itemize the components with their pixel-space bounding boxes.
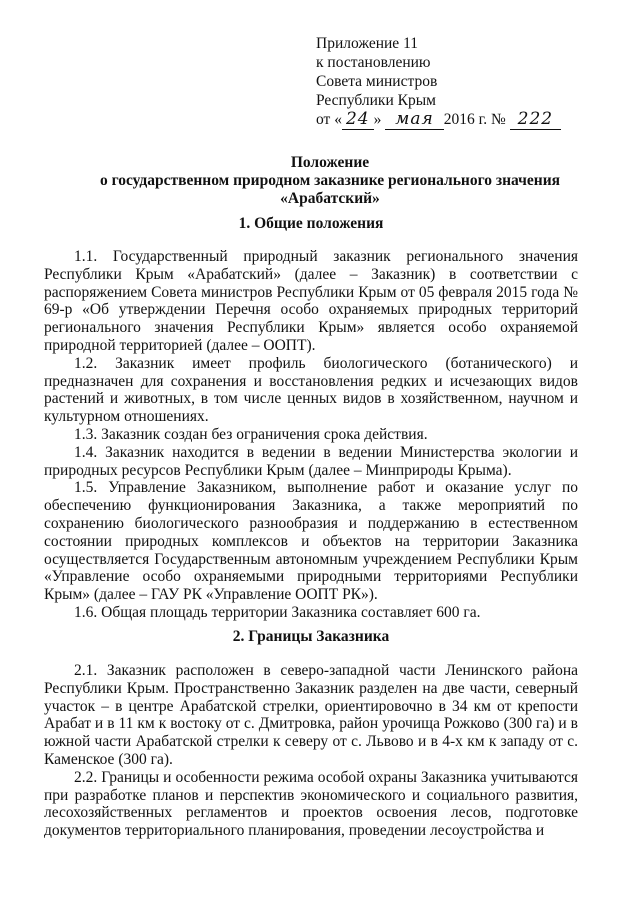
title-line: «Арабатский»: [280, 190, 380, 207]
appendix-line: к постановлению: [316, 54, 431, 71]
appendix-block: [316, 34, 561, 130]
year-text: 2016 г. №: [443, 111, 506, 128]
paragraph: 1.2. Заказник имеет профиль биологического (ботанического) и предназначен для сохранения и восстановления редких и исчезающих видов растений и животных, в том числе ценных видов в хозяйственном, научном и культурном отношениях.: [44, 354, 578, 426]
title-line: о государственном природном заказнике регионального значения: [99, 172, 561, 189]
section-heading: 1. Общие положения: [238, 215, 384, 232]
section-2-body: [44, 662, 578, 840]
appendix-line: Республики Крым: [316, 92, 436, 109]
paragraph: 2.1. Заказник расположен в северо-западной части Ленинского района Республики Крым. Пространственно Заказник разделен на две части, северный участок – в центре Арабатской стрелки, ориентировочно в 34 км от крепости Арабат и в 11 км к востоку от с. Дмитровка, район урочища Рожково (300 га) и в южной части Арабатской стрелки к северу от с. Львово и в 4-х км к западу от с. Каменское (300 га).: [44, 662, 578, 768]
paragraph: 2.2. Границы и особенности режима особой охраны Заказника учитываются при разработке планов и перспектив экономического и социального развития, лесохозяйственных регламентов и проектов освоения лесов, подготовке документов территориального планирования, проведении лесоустройства и: [44, 768, 578, 840]
paragraph: 1.6. Общая площадь территории Заказника составляет 600 га.: [74, 603, 481, 621]
paragraph: 1.4. Заказник находится в ведении в ведении Министерства экологии и природных ресурсов Республики Крым (далее – Минприроды Крыма).: [44, 443, 578, 479]
document-title: [60, 154, 600, 208]
paragraph: 1.5. Управление Заказником, выполнение работ и оказание услуг по обеспечению функционирования Заказника, а также мероприятий по сохранению биологического разнообразия и поддержанию в естественном состоянии природных комплексов и объектов на территории Заказника осуществляется Государственным автономным учреждением Республики Крым «Управление особо охраняемыми природными территориями Республики Крым» (далее – ГАУ РК «Управление ООПТ РК»).: [44, 479, 578, 604]
handwritten-day: 24: [342, 110, 374, 130]
title-line: Положение: [290, 154, 370, 171]
section-1-body: [44, 248, 578, 622]
appendix-line: Приложение 11: [316, 35, 418, 52]
date-mid: »: [373, 111, 382, 128]
section-heading: 2. Границы Заказника: [232, 628, 390, 645]
date-prefix: от «: [316, 111, 342, 128]
appendix-line: Совета министров: [316, 73, 438, 90]
handwritten-number: 222: [510, 110, 561, 130]
appendix-date-line: [316, 110, 561, 130]
handwritten-month: мая: [385, 110, 444, 130]
paragraph: 1.3. Заказник создан без ограничения срока действия.: [74, 425, 428, 443]
paragraph: 1.1. Государственный природный заказник регионального значения Республики Крым «Арабатский» (далее – Заказник) в соответствии с распоряжением Совета министров Республики Крым от 05 февраля 2015 года № 69-р «Об утверждении Перечня особо охраняемых природных территорий регионального значения Республики Крым» является особо охраняемой природной территорией (далее – ООПТ).: [44, 248, 578, 354]
